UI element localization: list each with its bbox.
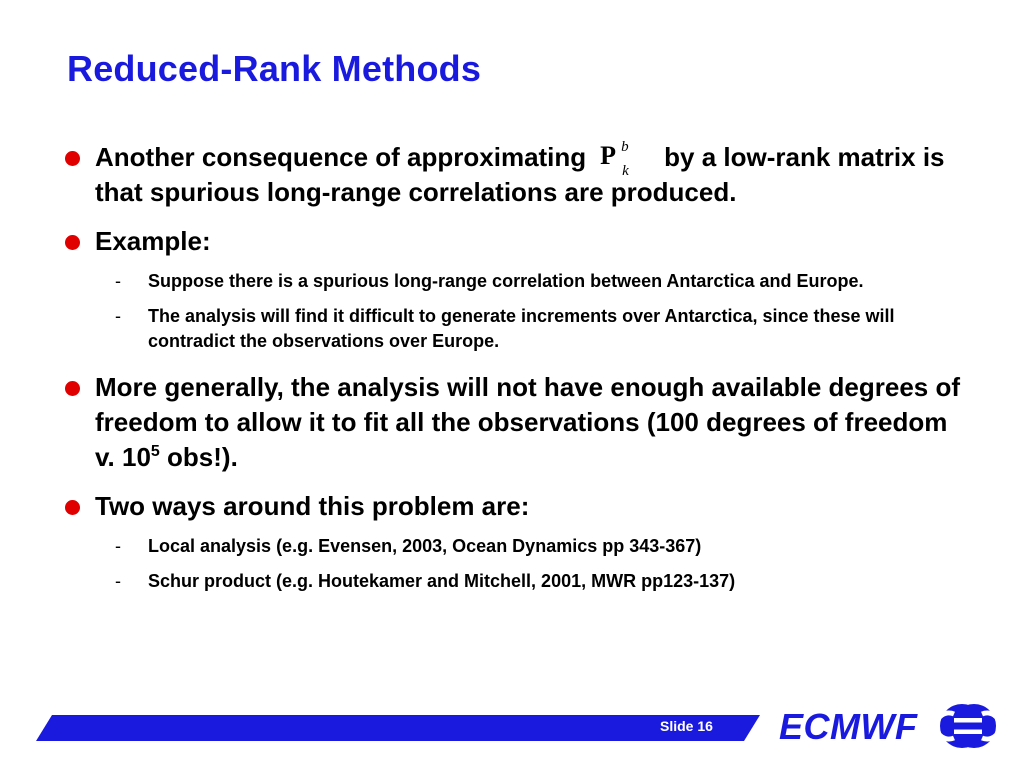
slide-title: Reduced-Rank Methods <box>67 48 482 89</box>
sub-bullet-4-2-text: Schur product (e.g. Houtekamer and Mitchell, 2001, MWR pp123-137) <box>148 571 736 591</box>
bullet-1-text-a: Another consequence of approximating <box>95 142 587 172</box>
bullet-1-text-b: by a low-rank matrix is that spurious long-range correlations are produced. <box>95 142 945 207</box>
exponent: 5 <box>150 443 160 460</box>
dash-icon: - <box>115 306 121 326</box>
bullet-3-text: More generally, the analysis will not have enough available degrees of freedom to allow it to fit all the observations (100 degrees of freedom v. 10 <box>95 372 961 472</box>
bullet-4-text: Two ways around this problem are: <box>95 491 530 521</box>
slide-number: Slide 16 <box>660 718 713 734</box>
sub-bullet-4-1-text: Local analysis (e.g. Evensen, 2003, Ocean Dynamics pp 343-367) <box>148 536 702 556</box>
dash-icon: - <box>115 536 121 556</box>
ecmwf-wordmark: ECMWF <box>779 706 918 747</box>
ecmwf-logo-icon <box>936 700 1000 752</box>
footer-bar-shape <box>36 715 760 741</box>
sub-bullet-2-1-text: Suppose there is a spurious long-range correlation between Antarctica and Europe. <box>148 271 864 291</box>
bullet-3-text-end: obs!). <box>159 442 238 472</box>
dash-icon: - <box>115 571 121 591</box>
bullet-2-text: Example: <box>95 226 211 256</box>
math-superscript: b <box>621 139 629 155</box>
math-subscript: k <box>622 163 629 179</box>
sub-bullet-2-2-text: The analysis will find it difficult to generate increments over Antarctica, since these will contradict the observations over Europe. <box>148 306 895 351</box>
dash-icon: - <box>115 271 121 291</box>
math-base: P <box>600 141 617 170</box>
